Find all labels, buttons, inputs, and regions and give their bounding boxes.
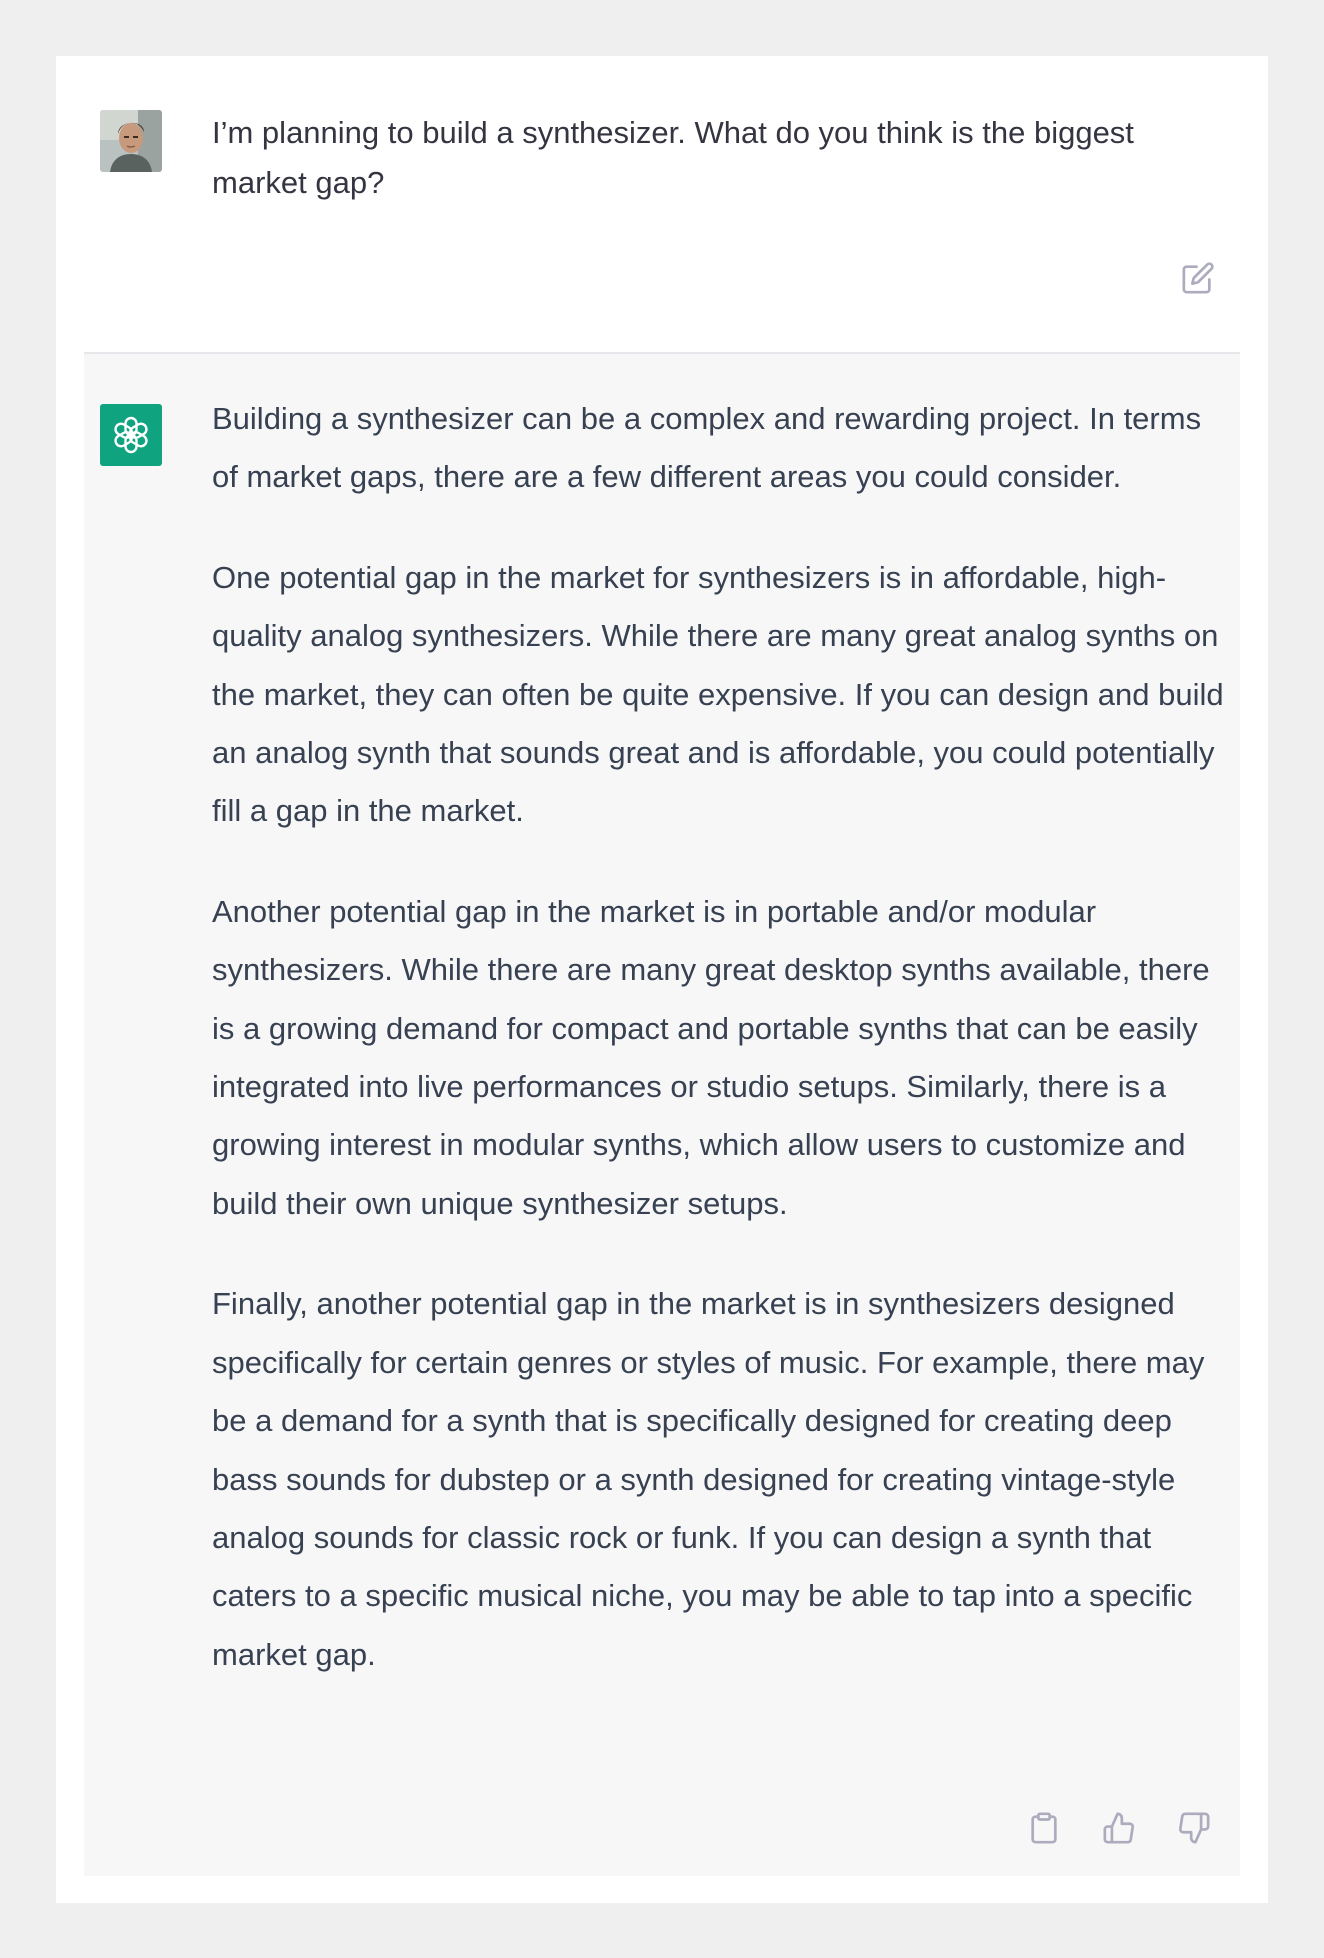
chat-conversation [56,56,1268,1903]
thumbs-up-icon [1102,1811,1136,1845]
user-avatar [100,110,162,172]
response-paragraph: One potential gap in the market for synthesizers is in affordable, high-quality analog synthesizers. While there are many great analog synths on the market, they can often be quite expensive. If you can design and build an analog synth that sounds great and is affordable, you could potentially fill a gap in the market. [212,559,1224,829]
clipboard-icon [1027,1811,1061,1845]
thumbs-down-button[interactable] [1174,1808,1214,1848]
assistant-response [212,390,1228,1726]
response-paragraph: Another potential gap in the market is in portable and/or modular synthesizers. While there are many great desktop synths available, there is a growing demand for compact and portable synths that can be easily integrated into live performances or studio setups. Similarly, there is a growing interest in modular synths, which allow users to customize and build their own unique synthesizer setups. [212,893,1210,1221]
response-paragraph: Building a synthesizer can be a complex and rewarding project. In terms of market gaps, there are a few different areas you could consider. [212,401,1202,495]
assistant-message [84,354,1240,1876]
user-message [84,56,1240,354]
user-photo-avatar-icon [100,110,162,172]
edit-pencil-icon [1181,261,1215,295]
user-message-text: I’m planning to build a synthesizer. What do you think is the biggest market gap? [212,115,1134,200]
thumbs-up-button[interactable] [1099,1808,1139,1848]
response-paragraph: Finally, another potential gap in the market is in synthesizers designed specifically for certain genres or styles of music. For example, there may be a demand for a synth that is specifically designed for creating deep bass sounds for dubstep or a synth designed for creating vintage-style analog sounds for classic rock or funk. If you can design a synth that caters to a specific musical niche, you may be able to tap into a specific market gap. [212,1286,1205,1672]
edit-message-button[interactable] [1178,258,1218,298]
thumbs-down-icon [1177,1811,1211,1845]
assistant-avatar [100,404,162,466]
copy-button[interactable] [1024,1808,1064,1848]
openai-logo-icon [108,412,154,458]
